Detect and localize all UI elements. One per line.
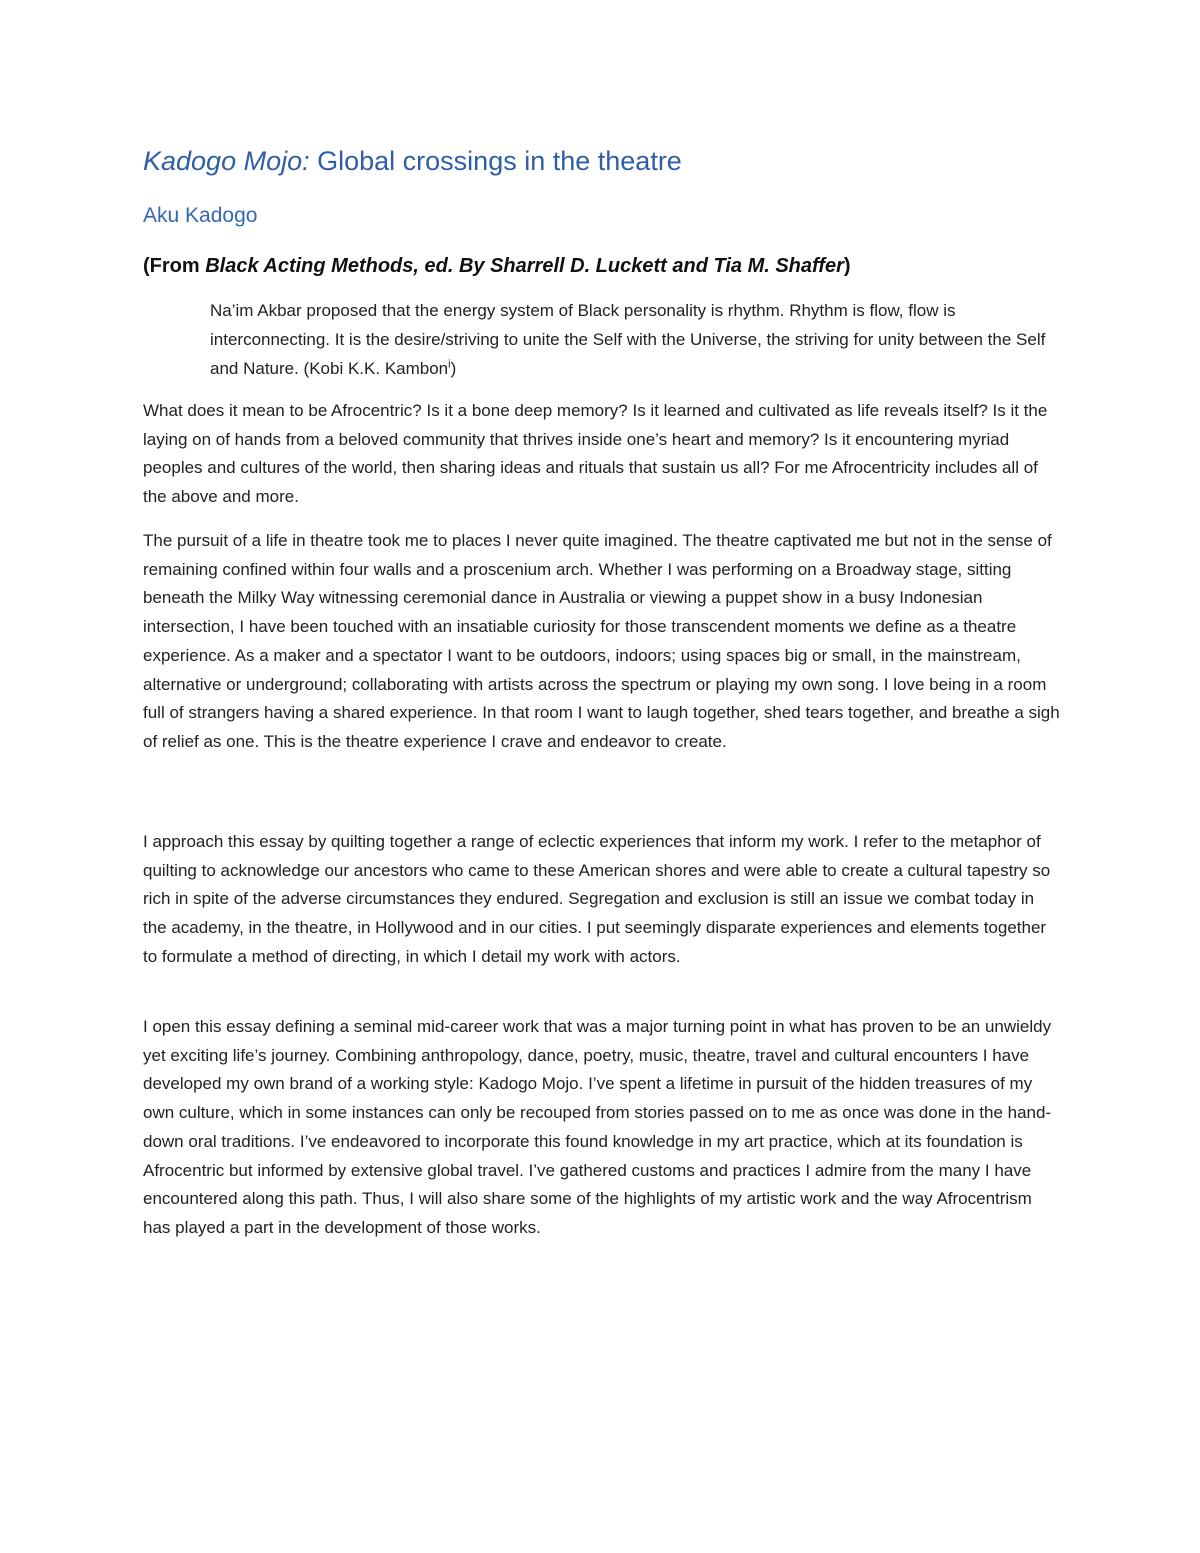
epigraph-text: Na’im Akbar proposed that the energy system of Black personality is rhythm. Rhythm is flow, flow is interconnecting. It is the desire/striving to unite the Self with the Universe, the striving for unity between the Self and Nature. (Kobi K.K. Kambon	[210, 301, 1046, 378]
epigraph-closing: )	[450, 359, 457, 378]
endnote-marker[interactable]: i	[448, 358, 451, 371]
source-citation	[143, 251, 851, 281]
source-prefix: (From	[143, 255, 206, 277]
title-italic-part: Kadogo Mojo:	[143, 146, 310, 176]
author-name: Aku Kadogo	[143, 204, 258, 227]
epigraph-quote	[210, 296, 1070, 383]
body-paragraph: I approach this essay by quilting together a range of eclectic experiences that inform my work. I refer to the metaphor of quilting to acknowledge our ancestors who came to these American shores and were able to create a cultural tapestry so rich in spite of the adverse circumstances they endured. Segregation and exclusion is still an issue we combat today in the academy, in the theatre, in Hollywood and in our cities. I put seemingly disparate experiences and elements together to formulate a method of directing, in which I detail my work with actors.	[143, 832, 1051, 966]
source-book-title: Black Acting Methods, ed. By Sharrell D. Luckett and Tia M. Shaffer	[205, 255, 844, 277]
body-paragraph: The pursuit of a life in theatre took me to places I never quite imagined. The theatre captivated me but not in the sense of remaining confined within four walls and a proscenium arch. Whether I was performing on a Broadway stage, sitting beneath the Milky Way witnessing ceremonial dance in Australia or viewing a puppet show in a busy Indonesian intersection, I have been touched with an insatiable curiosity for those transcendent moments we define as a theatre experience. As a maker and a spectator I want to be outdoors, indoors; using spaces big or small, in the mainstream, alternative or underground; collaborating with artists across the spectrum or playing my own song. I love being in a room full of strangers having a shared experience. In that room I want to laugh together, shed tears together, and breathe a sigh of relief as one. This is the theatre experience I crave and endeavor to create.	[143, 531, 1060, 751]
title-rest-part: Global crossings in the theatre	[309, 146, 682, 176]
document-title	[143, 141, 682, 181]
body-paragraph: I open this essay defining a seminal mid-career work that was a major turning point in what has proven to be an unwieldy yet exciting life’s journey. Combining anthropology, dance, poetry, music, theatre, travel and cultural encounters I have developed my own brand of a working style: Kadogo Mojo. I’ve spent a lifetime in pursuit of the hidden treasures of my own culture, which in some instances can only be recouped from stories passed on to me as once was done in the hand-down oral traditions. I’ve endeavored to incorporate this found knowledge in my art practice, which at its foundation is Afrocentric but informed by extensive global travel. I’ve gathered customs and practices I admire from the many I have encountered along this path. Thus, I will also share some of the highlights of my artistic work and the way Afrocentrism has played a part in the development of those works.	[143, 1017, 1052, 1237]
source-suffix: )	[843, 255, 851, 277]
body-paragraph: What does it mean to be Afrocentric? Is it a bone deep memory? Is it learned and cultivated as life reveals itself? Is it the laying on of hands from a beloved community that thrives inside one’s heart and memory? Is it encountering myriad peoples and cultures of the world, then sharing ideas and rituals that sustain us all? For me Afrocentricity includes all of the above and more.	[143, 401, 1048, 507]
